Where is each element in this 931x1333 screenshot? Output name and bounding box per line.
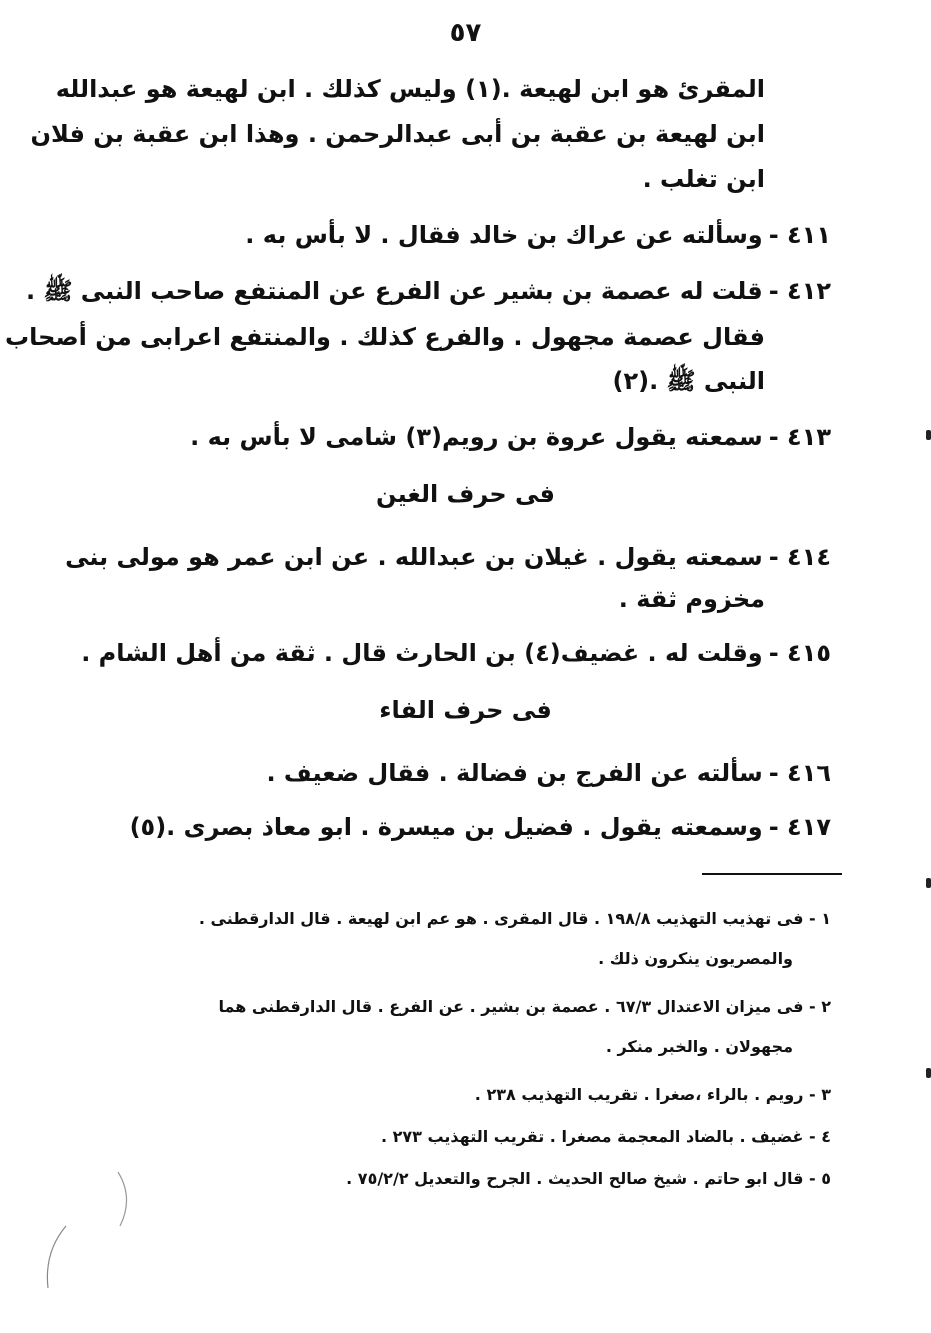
continuation-line-2: ابن لهيعة بن عقبة بن أبى عبدالرحمن . وهذا ابن عقبة بن فلان (30, 120, 765, 148)
footnote-5: ٥ - قال ابو حاتم . شيخ صالح الحديث . الجرح والتعديل ٧٥/٢/٢ . (346, 1169, 831, 1188)
section-heading-ghain: فى حرف الغين (376, 480, 555, 508)
entry-number: ٤١٧ - (768, 813, 831, 841)
entry-number: ٤١٦ - (768, 759, 831, 787)
scan-mark (926, 878, 931, 888)
scan-arc (110, 1170, 140, 1230)
footnote-3: ٣ - رويم . بالراء ،صغرا . تقريب التهذيب ٢٣٨ . (474, 1085, 831, 1104)
footnote-4: ٤ - غضيف . بالضاد المعجمة مصغرا . تقريب التهذيب ٢٧٣ . (380, 1127, 831, 1146)
footnote-2-continuation: مجهولان . والخبر منكر . (605, 1037, 793, 1056)
footnote-1: ١ - فى تهذيب التهذيب ١٩٨/٨ . قال المقرى . هو عم ابن لهيعة . قال الدارقطنى . (198, 909, 831, 928)
entry-411 (245, 218, 831, 252)
entry-number: ٤١٥ - (768, 639, 831, 667)
footnote-2: ٢ - فى ميزان الاعتدال ٦٧/٣ . عصمة بن بشير . عن الفرع . قال الدارقطنى هما (218, 997, 831, 1016)
scan-arc (40, 1222, 70, 1292)
entry-text: سمعته يقول . غيلان بن عبدالله . عن ابن عمر هو مولى بنى (65, 543, 763, 571)
entry-text: سمعته يقول عروة بن رويم(٣) شامى لا بأس به . (190, 423, 763, 451)
entry-text: وسألته عن عراك بن خالد فقال . لا بأس به . (245, 221, 763, 249)
continuation-line-3: ابن تغلب . (642, 165, 765, 193)
section-heading-fa: فى حرف الفاء (379, 696, 552, 724)
entry-number: ٤١٤ - (768, 543, 831, 571)
entry-412-continuation-2: النبى ﷺ .(٢) (612, 367, 765, 395)
entry-416 (266, 756, 831, 790)
footnote-1-continuation: والمصريون ينكرون ذلك . (598, 949, 793, 968)
footnote-separator (702, 873, 842, 875)
entry-text: سألته عن الفرج بن فضالة . فقال ضعيف . (266, 759, 763, 787)
scan-mark (926, 430, 931, 440)
entry-text: وقلت له . غضيف(٤) بن الحارث قال . ثقة من أهل الشام . (81, 639, 763, 667)
entry-414-continuation-1: مخزوم ثقة . (618, 585, 765, 613)
entry-417 (130, 810, 831, 844)
scan-mark (926, 1068, 931, 1078)
entry-number: ٤١١ - (768, 221, 831, 249)
entry-number: ٤١٢ - (768, 277, 831, 305)
entry-number: ٤١٣ - (768, 423, 831, 451)
entry-414 (65, 540, 831, 574)
entry-412-continuation-1: فقال عصمة مجهول . والفرع كذلك . والمنتفع اعرابى من أصحاب (5, 323, 765, 351)
continuation-line-1: المقرئ هو ابن لهيعة .(١) وليس كذلك . ابن لهيعة هو عبدالله (55, 75, 765, 103)
entry-415 (81, 636, 831, 670)
entry-text: قلت له عصمة بن بشير عن الفرع عن المنتفع صاحب النبى ﷺ . (25, 277, 763, 305)
page-number: ٥٧ (449, 18, 482, 48)
entry-413 (190, 420, 831, 454)
entry-412 (26, 274, 831, 308)
entry-text: وسمعته يقول . فضيل بن ميسرة . ابو معاذ بصرى .(٥) (129, 813, 763, 841)
